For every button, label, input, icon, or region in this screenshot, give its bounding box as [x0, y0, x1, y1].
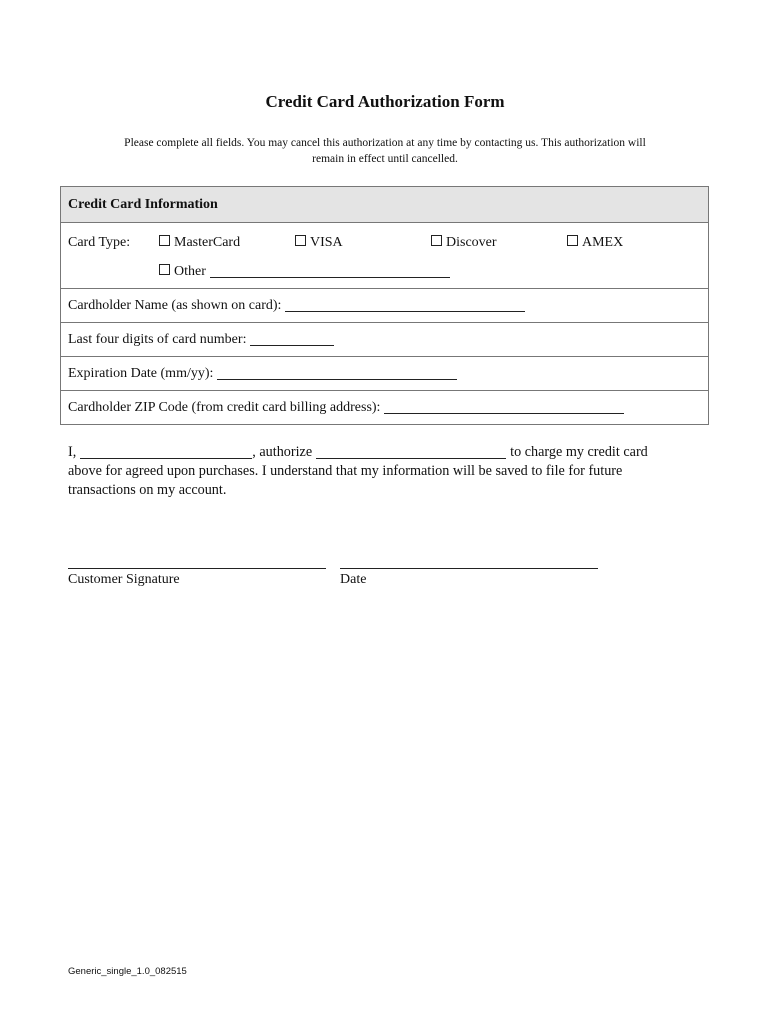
authorization-i: I, [68, 444, 77, 460]
authorization-line-2: above for agreed upon purchases. I understand that my information will be saved to file for future [68, 463, 623, 479]
amex-label: AMEX [582, 235, 624, 250]
mastercard-label: MasterCard [174, 235, 241, 250]
other-option[interactable] [159, 263, 450, 280]
authorization-line-3: transactions on my account. [68, 482, 227, 498]
discover-checkbox[interactable] [431, 235, 442, 246]
other-card-type-field[interactable] [210, 263, 450, 278]
last-four-label: Last four digits of card number: [68, 332, 247, 347]
last-four-row [61, 322, 708, 356]
customer-signature-label: Customer Signature [68, 572, 180, 587]
amex-checkbox[interactable] [567, 235, 578, 246]
credit-card-info-header: Credit Card Information [61, 187, 708, 222]
authorization-statement [68, 443, 708, 500]
instructions-line-1: Please complete all fields. You may cancel this authorization at any time by contacting us. This authorization will [124, 137, 646, 149]
credit-card-info-table [60, 186, 709, 425]
authorization-authorize: , authorize [252, 444, 313, 460]
form-title: Credit Card Authorization Form [265, 92, 505, 111]
expiration-row [61, 356, 708, 390]
visa-label: VISA [310, 235, 343, 250]
form-instructions [80, 135, 690, 167]
merchant-name-field[interactable] [316, 444, 506, 459]
zip-field[interactable] [384, 399, 624, 414]
mastercard-checkbox[interactable] [159, 235, 170, 246]
zip-label: Cardholder ZIP Code (from credit card billing address): [68, 400, 381, 415]
card-type-row [61, 222, 708, 288]
zip-row [61, 390, 708, 424]
cardholder-name-field[interactable] [285, 297, 525, 312]
customer-signature-field[interactable] [68, 568, 326, 569]
cardholder-name-row [61, 288, 708, 322]
authorization-line-1 [68, 443, 708, 462]
mastercard-option[interactable] [159, 235, 240, 251]
customer-name-field[interactable] [80, 444, 252, 459]
authorization-charge: to charge my credit card [510, 444, 648, 460]
visa-option[interactable] [295, 235, 343, 251]
last-four-field[interactable] [250, 331, 334, 346]
amex-option[interactable] [567, 235, 623, 251]
instructions-line-2: remain in effect until cancelled. [312, 153, 458, 165]
card-type-label: Card Type: [68, 235, 131, 250]
visa-checkbox[interactable] [295, 235, 306, 246]
expiration-label: Expiration Date (mm/yy): [68, 366, 214, 381]
date-field[interactable] [340, 568, 598, 569]
cardholder-name-label: Cardholder Name (as shown on card): [68, 298, 282, 313]
discover-label: Discover [446, 235, 497, 250]
other-checkbox[interactable] [159, 264, 170, 275]
form-version-code: Generic_single_1.0_082515 [68, 966, 187, 977]
expiration-field[interactable] [217, 365, 457, 380]
other-label: Other [174, 264, 206, 279]
date-label: Date [340, 572, 367, 587]
discover-option[interactable] [431, 235, 497, 251]
